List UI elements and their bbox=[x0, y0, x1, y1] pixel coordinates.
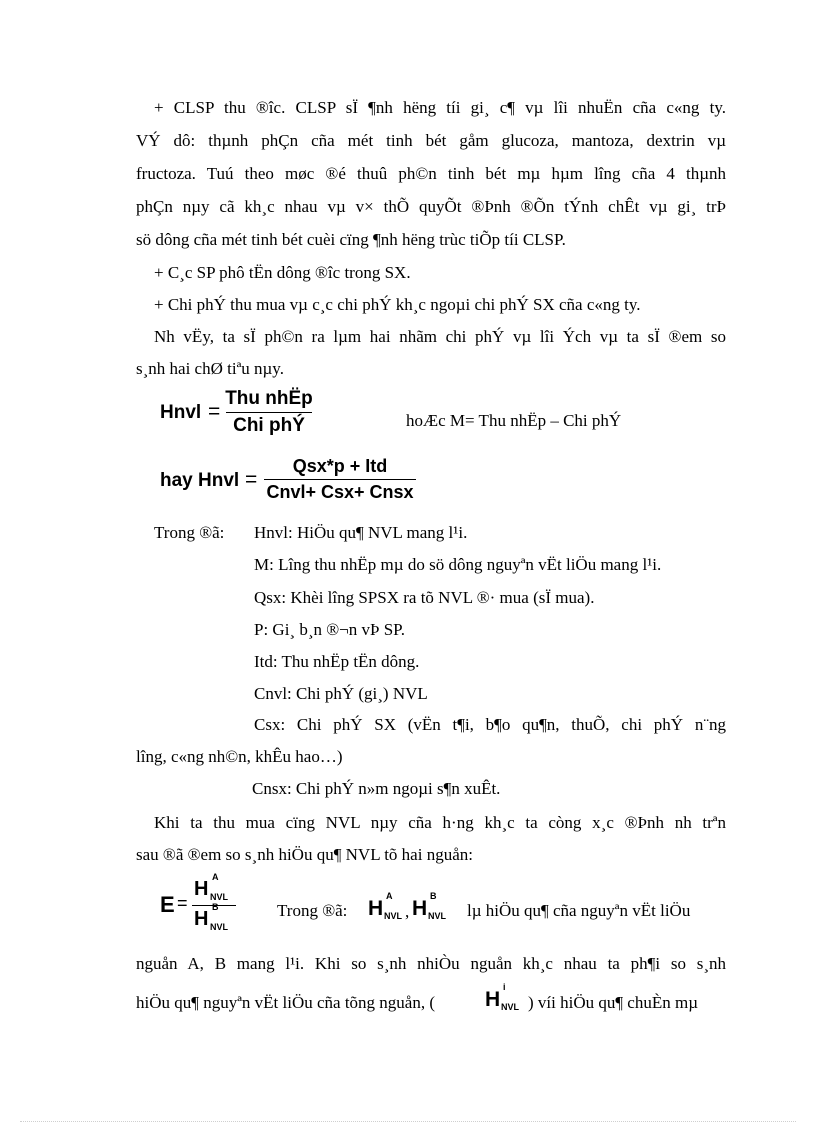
formula2-fraction bbox=[264, 456, 416, 503]
formula-lhs: E bbox=[160, 892, 175, 917]
h-nvl-a: H A NVL bbox=[194, 872, 228, 902]
fraction-bar bbox=[226, 412, 312, 413]
numerator: Thu nhËp bbox=[225, 388, 313, 409]
para-line: s¸nh hai chØ tiªu nµy. bbox=[136, 359, 284, 378]
para-line: hiÖu qu¶ nguyªn vËt liÖu cña tõng nguån, ( bbox=[136, 993, 435, 1012]
para-line: + CLSP thu ®îc. CLSP sÏ ¶nh hëng tíi gi¸ c¶ vµ lîi nhuËn cña c«ng ty. bbox=[154, 98, 726, 117]
para-line: fructoza. Tuú theo møc ®é thuû ph©n tinh bét mµ hµm lîng cña 4 thµnh bbox=[136, 164, 726, 183]
para-line: + Chi phÝ thu mua vµ c¸c chi phÝ kh¸c ngoµi chi phÝ SX cña c«ng ty. bbox=[154, 295, 641, 314]
definition: Cnvl: Chi phÝ (gi¸) NVL bbox=[254, 684, 428, 703]
formula1-fraction bbox=[226, 388, 312, 437]
para-line: lµ hiÖu qu¶ cña nguyªn vËt liÖu bbox=[467, 901, 691, 920]
trong-do-label: Trong ®ã: bbox=[277, 901, 348, 920]
comma: , bbox=[405, 902, 410, 921]
numerator: Qsx*p + Itd bbox=[292, 456, 388, 476]
definition: Qsx: Khèi lîng SPSX ra tõ NVL ®· mua (sÏ mua). bbox=[254, 588, 595, 607]
para-line: nguån A, B mang l¹i. Khi so s¸nh nhiÒu nguån kh¸c nhau ta ph¶i so s¸nh bbox=[136, 954, 726, 973]
para-line: Khi ta thu mua cïng NVL nµy cña h·ng kh¸c ta còng x¸c ®Þnh nh trªn bbox=[154, 813, 726, 832]
para-line: Nh vËy, ta sÏ ph©n ra lµm hai nhãm chi phÝ vµ lîi Ých vµ ta sÏ ®em so bbox=[154, 327, 726, 346]
definition: Csx: Chi phÝ SX (vËn t¶i, b¶o qu¶n, thuÕ, chi phÝ n¨ng bbox=[254, 715, 726, 734]
formula-alt: hoÆc M= Thu nhËp – Chi phÝ bbox=[406, 411, 622, 430]
definition: P: Gi¸ b¸n ®¬n vÞ SP. bbox=[254, 620, 405, 639]
definition: Itd: Thu nhËp tËn dông. bbox=[254, 652, 420, 671]
formula-equals: = bbox=[245, 468, 258, 491]
h-nvl-b: H B NVL bbox=[194, 902, 228, 932]
formula-equals: = bbox=[208, 400, 221, 423]
definition: Hnvl: HiÖu qu¶ NVL mang l¹i. bbox=[254, 523, 468, 542]
h-nvl-b: H B NVL bbox=[412, 891, 446, 921]
para-line: sö dông cña mét tinh bét cuèi cïng ¶nh hëng trùc tiÕp tíi CLSP. bbox=[136, 230, 566, 249]
para-line: phÇn nµy cã kh¸c nhau vµ v× thÕ quyÕt ®Þnh ®Õn tÝnh chÊt vµ gi¸ trÞ bbox=[136, 197, 726, 216]
formula-lhs: hay Hnvl bbox=[160, 470, 240, 491]
definition: M: Lîng thu nhËp mµ do sö dông nguyªn vËt liÖu mang l¹i. bbox=[254, 555, 662, 574]
trong-do-label: Trong ®ã: bbox=[154, 523, 225, 542]
h-nvl-i: H i NVL bbox=[485, 982, 519, 1012]
para-line: VÝ dô: thµnh phÇn cña mét tinh bét gåm glucoza, mantoza, dextrin vµ bbox=[136, 131, 726, 150]
definition: Cnsx: Chi phÝ n»m ngoµi s¶n xuÊt. bbox=[252, 779, 501, 798]
definition-cont: lîng, c«ng nh©n, khÊu hao…) bbox=[136, 747, 343, 766]
page-bottom-divider bbox=[20, 1121, 796, 1122]
para-line: + C¸c SP phô tËn dông ®îc trong SX. bbox=[154, 263, 411, 282]
fraction-bar bbox=[264, 479, 416, 480]
para-line: ) víi hiÖu qu¶ chuÈn mµ bbox=[528, 993, 699, 1012]
formula-equals: = bbox=[177, 893, 188, 913]
denominator: Chi phÝ bbox=[233, 415, 305, 436]
h-nvl-a: H A NVL bbox=[368, 891, 402, 921]
para-line: sau ®ã ®em so s¸nh hiÖu qu¶ NVL tõ hai nguån: bbox=[136, 845, 473, 864]
formula-lhs: Hnvl bbox=[160, 402, 202, 423]
denominator: Cnvl+ Csx+ Cnsx bbox=[266, 482, 414, 502]
